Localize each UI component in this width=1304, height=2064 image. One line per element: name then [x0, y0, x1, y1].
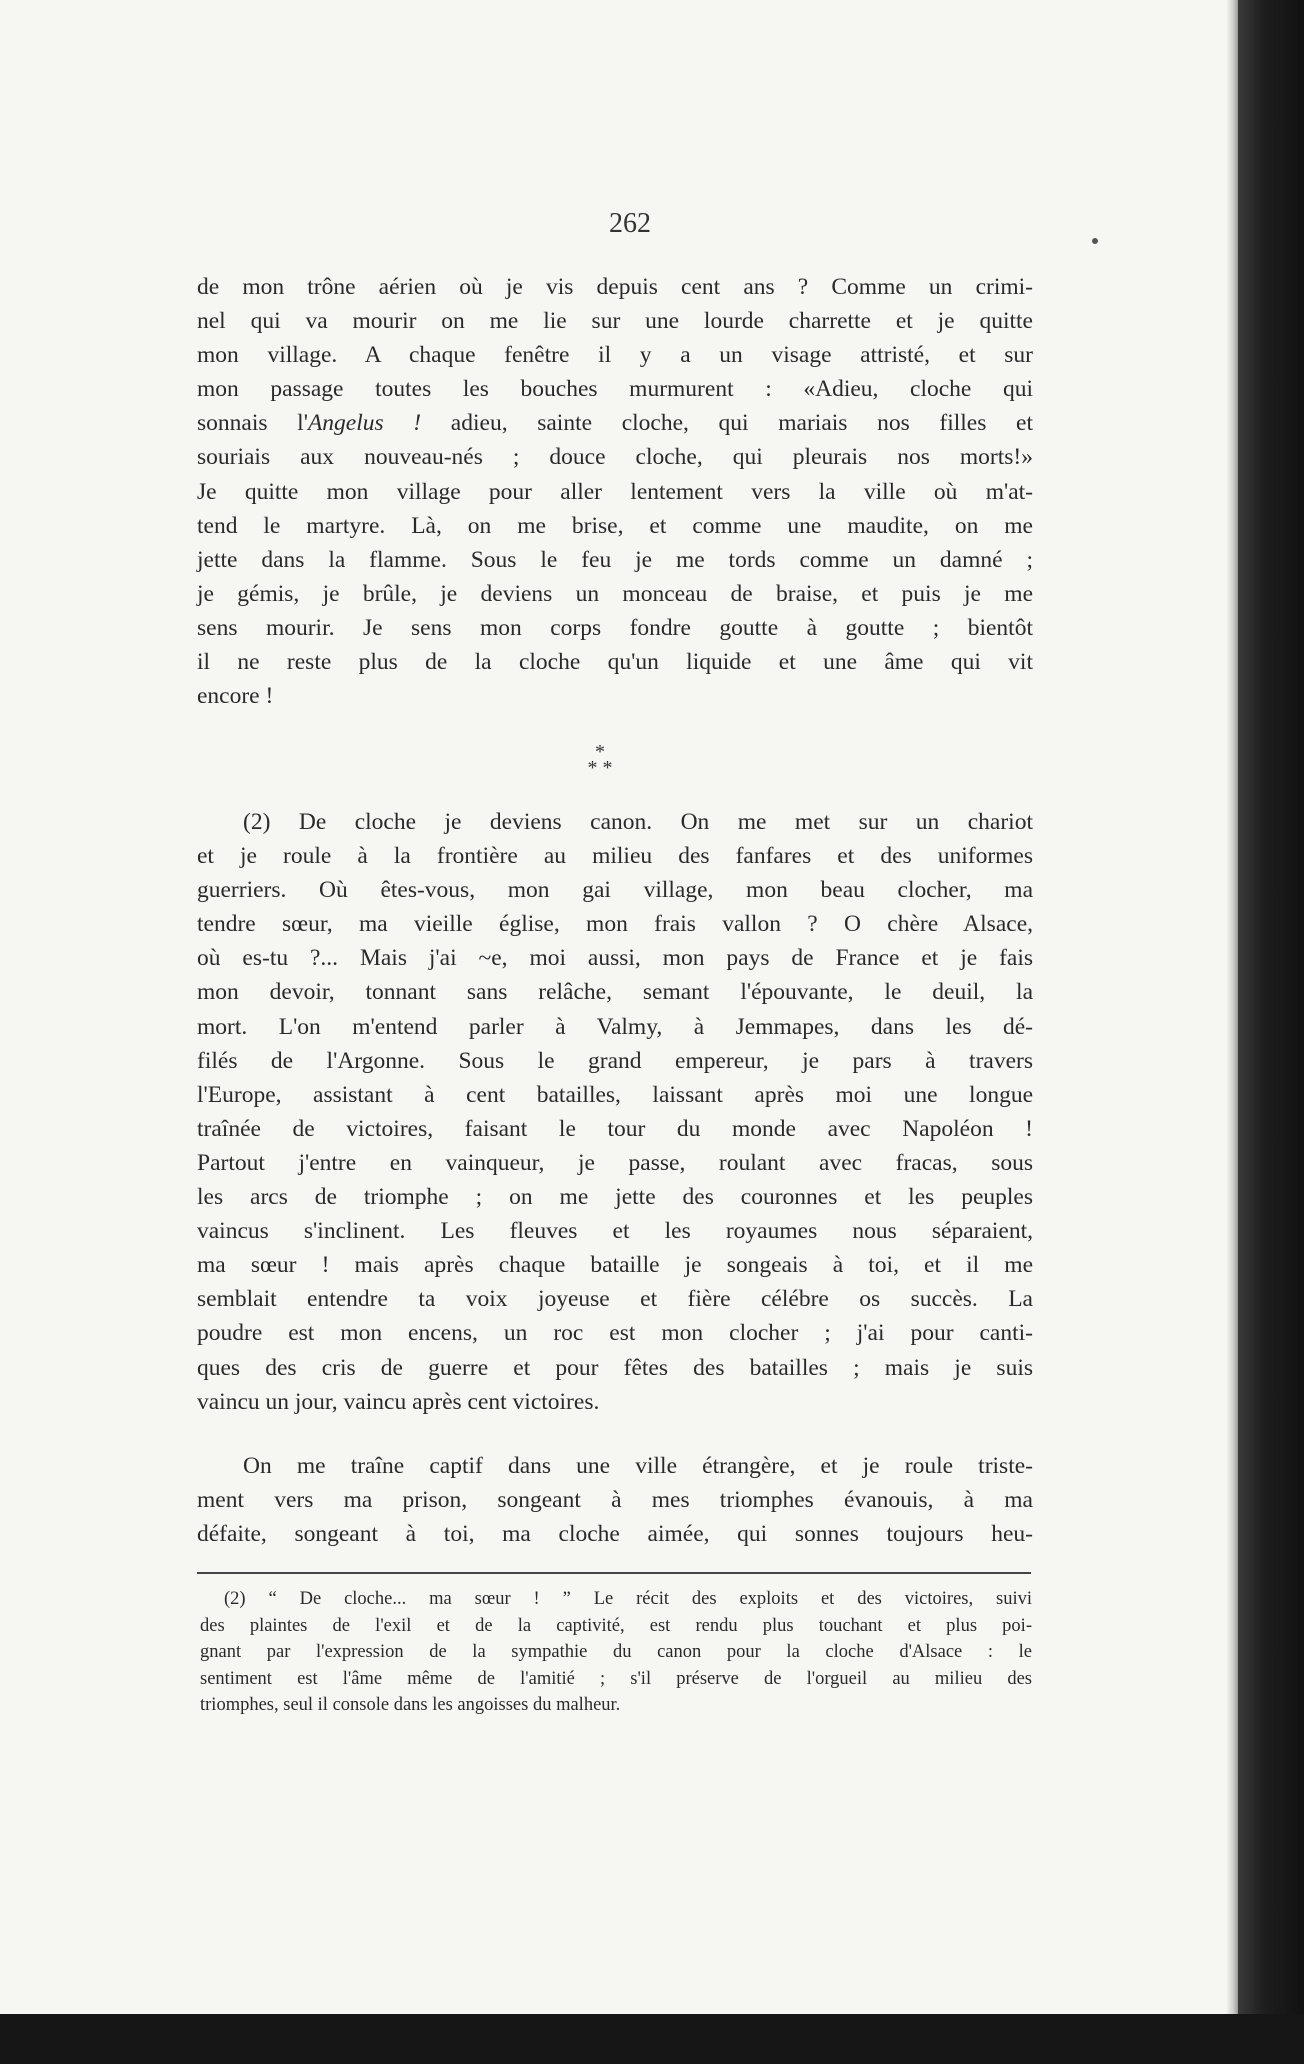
text-line: On me traîne captif dans une ville étrangère, et je roule triste-	[243, 1453, 1033, 1479]
footnote-line: sentiment est l'âme même de l'amitié ; s'il préserve de l'orgueil au milieu des	[200, 1668, 1032, 1689]
text-line: sens mourir. Je sens mon corps fondre goutte à goutte ; bientôt	[197, 614, 1033, 641]
text-line: (2) De cloche je deviens canon. On me met sur un chariot	[243, 809, 1033, 835]
text-line: de mon trône aérien où je vis depuis cent ans ? Comme un crimi-	[197, 274, 1033, 300]
text-line: défaite, songeant à toi, ma cloche aimée, qui sonnes toujours heu-	[197, 1521, 1033, 1548]
asterism-divider	[570, 741, 630, 779]
margin-dot	[1092, 238, 1098, 244]
footnote-line: triomphes, seul il console dans les angoisses du malheur.	[200, 1695, 621, 1716]
text-line: vaincu un jour, vaincu après cent victoires.	[197, 1388, 600, 1415]
text-line: traînée de victoires, faisant le tour du monde avec Napoléon !	[197, 1115, 1033, 1142]
text-line: sonnais l'Angelus ! adieu, sainte cloche, qui mariais nos filles et	[197, 410, 1033, 437]
text-line: je gémis, je brûle, je deviens un monceau de braise, et puis je me	[197, 580, 1033, 607]
page-edge-shadow	[1226, 0, 1238, 2014]
text-line: guerriers. Où êtes-vous, mon gai village, mon beau clocher, ma	[197, 877, 1033, 904]
text-line: mon village. A chaque fenêtre il y a un visage attristé, et sur	[197, 342, 1033, 369]
text-line: tendre sœur, ma vieille église, mon frais vallon ? O chère Alsace,	[197, 911, 1033, 938]
footnote-line: des plaintes de l'exil et de la captivité, est rendu plus touchant et plus poi-	[200, 1615, 1032, 1636]
text-line: tend le martyre. Là, on me brise, et comme une maudite, on me	[197, 512, 1033, 539]
text-line: l'Europe, assistant à cent batailles, laissant après moi une longue	[197, 1081, 1033, 1108]
text-line: les arcs de triomphe ; on me jette des couronnes et les peuples	[197, 1184, 1033, 1211]
text-line: et je roule à la frontière au milieu des fanfares et des uniformes	[197, 843, 1033, 870]
asterism-top: *	[595, 741, 605, 763]
text-line: vaincus s'inclinent. Les fleuves et les royaumes nous séparaient,	[197, 1218, 1033, 1245]
text-line: Je quitte mon village pour aller lentement vers la ville où m'at-	[197, 478, 1033, 505]
text-line: semblait entendre ta voix joyeuse et fière célébre os succès. La	[197, 1286, 1033, 1313]
text-line: mort. L'on m'entend parler à Valmy, à Jemmapes, dans les dé-	[197, 1013, 1033, 1040]
text-line: mon passage toutes les bouches murmurent : «Adieu, cloche qui	[197, 376, 1033, 403]
text-line: ment vers ma prison, songeant à mes triomphes évanouis, à ma	[197, 1487, 1033, 1514]
text-line: il ne reste plus de la cloche qu'un liquide et une âme qui vit	[197, 649, 1033, 676]
footnote	[200, 1586, 1032, 1719]
text-line: souriais aux nouveau-nés ; douce cloche, qui pleurais nos morts!»	[197, 444, 1033, 471]
page-number: 262	[609, 208, 651, 239]
footnote-line: (2) “ De cloche... ma sœur ! ” Le récit des exploits et des victoires, suivi	[224, 1589, 1032, 1609]
text-line: poudre est mon encens, un roc est mon clocher ; j'ai pour canti-	[197, 1320, 1033, 1347]
paragraph-2	[197, 805, 1033, 1419]
text-line: ques des cris de guerre et pour fêtes des batailles ; mais je suis	[197, 1354, 1033, 1381]
book-spine	[1238, 0, 1304, 2064]
text-line: ma sœur ! mais après chaque bataille je songeais à toi, et il me	[197, 1252, 1033, 1279]
text-line: mon devoir, tonnant sans relâche, semant l'épouvante, le deuil, la	[197, 979, 1033, 1006]
footnote-line: gnant par l'expression de la sympathie du canon pour la cloche d'Alsace : le	[200, 1642, 1032, 1663]
text-line: où es-tu ?... Mais j'ai ~e, moi aussi, mon pays de France et je fais	[197, 945, 1033, 972]
text-line-angelus	[197, 406, 1033, 440]
text-line: Partout j'entre en vainqueur, je passe, roulant avec fracas, sous	[197, 1149, 1033, 1176]
paragraph-1	[197, 270, 1033, 713]
text-line: nel qui va mourir on me lie sur une lourde charrette et je quitte	[197, 308, 1033, 335]
text-line: encore !	[197, 683, 274, 710]
text-line: jette dans la flamme. Sous le feu je me tords comme un damné ;	[197, 546, 1033, 573]
scan-bottom-border	[0, 2014, 1304, 2064]
paragraph-3	[197, 1449, 1033, 1551]
asterism-bottom: * *	[587, 757, 613, 779]
text-line: filés de l'Argonne. Sous le grand empereur, je pars à travers	[197, 1047, 1033, 1074]
footnote-rule	[197, 1572, 1031, 1574]
